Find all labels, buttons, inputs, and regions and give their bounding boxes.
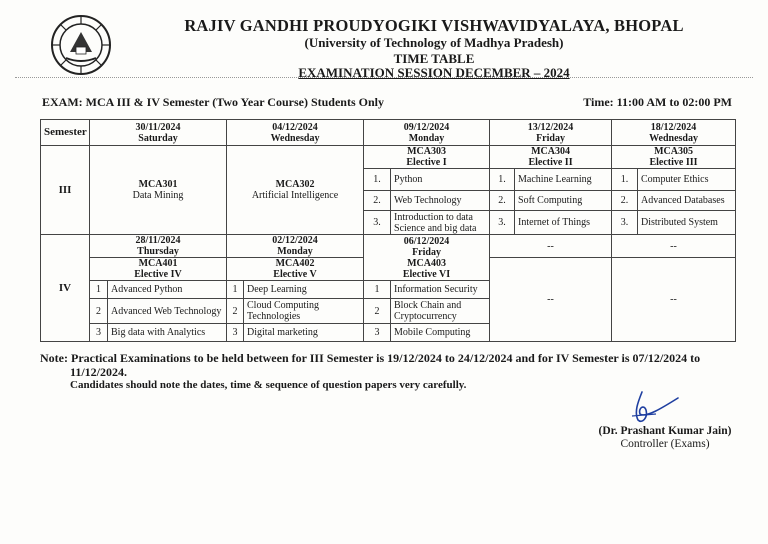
option-number: 1 (90, 281, 108, 299)
header-divider (15, 77, 753, 78)
exam-time: Time: 11:00 AM to 02:00 PM (583, 95, 732, 109)
university-subtitle: (University of Technology of Madhya Pradesh) (304, 35, 564, 50)
option-subject: Advanced Databases (638, 191, 736, 211)
option-number: 1. (490, 169, 515, 191)
option-subject: Digital marketing (244, 324, 364, 342)
handwritten-signature (612, 388, 692, 428)
option-subject: Block Chain and Cryptocurrency (391, 299, 490, 324)
mca401-date-cell: 28/11/2024 Thursday (90, 235, 227, 258)
option-subject: Cloud Computing Technologies (244, 299, 364, 324)
semester-header: Semester (41, 120, 90, 146)
exam-label: EXAM: MCA III & IV Semester (Two Year Course) Students Only (42, 95, 384, 109)
mca301-subject-cell: MCA301 Data Mining (90, 146, 227, 235)
option-subject: Mobile Computing (391, 324, 490, 342)
mca402-elective-cell: MCA402 Elective V (227, 258, 364, 281)
university-name: RAJIV GANDHI PROUDYOGIKI VISHWAVIDYALAYA, BHOPAL (184, 16, 684, 35)
option-subject: Information Security (391, 281, 490, 299)
semester-iv-label: IV (41, 235, 90, 342)
mca302-subject-cell: MCA302 Artificial Intelligence (227, 146, 364, 235)
option-number: 2. (612, 191, 638, 211)
option-subject: Deep Learning (244, 281, 364, 299)
mca304-date-cell: 13/12/2024 Friday (490, 120, 612, 146)
option-number: 2. (364, 191, 391, 211)
mca305-elective-cell: MCA305 Elective III (612, 146, 736, 169)
practical-exam-note (40, 351, 735, 379)
option-subject: Big data with Analytics (108, 324, 227, 342)
option-subject: Internet of Things (515, 211, 612, 235)
empty-mark: -- (490, 258, 612, 342)
caution-text: Candidates should note the dates, time & sequence of question papers very carefully. (70, 379, 467, 391)
mca402-date-cell: 02/12/2024 Monday (227, 235, 364, 258)
option-number: 2 (364, 299, 391, 324)
mca303-elective-cell: MCA303 Elective I (364, 146, 490, 169)
option-subject: Soft Computing (515, 191, 612, 211)
signatory-block (590, 425, 740, 451)
document-title: TIME TABLE (393, 51, 475, 66)
option-subject: Computer Ethics (638, 169, 736, 191)
empty-mark: -- (612, 258, 736, 342)
option-number: 3 (90, 324, 108, 342)
signatory-name: (Dr. Prashant Kumar Jain) (598, 425, 732, 437)
empty-mark: -- (612, 235, 736, 258)
timetable (40, 119, 736, 342)
note-line-1: Note: Practical Examinations to be held between for III Semester is 19/12/2024 to 24/12/2024 and for IV Semester is 07/12/2024 to (40, 351, 701, 365)
option-number: 2 (90, 299, 108, 324)
option-number: 1 (227, 281, 244, 299)
mca302-date-cell: 04/12/2024 Wednesday (227, 120, 364, 146)
option-subject: Introduction to data Science and big data (391, 211, 490, 235)
option-number: 3. (364, 211, 391, 235)
option-number: 3. (490, 211, 515, 235)
option-subject: Python (391, 169, 490, 191)
option-subject: Web Technology (391, 191, 490, 211)
option-number: 1. (364, 169, 391, 191)
option-number: 3 (364, 324, 391, 342)
option-number: 2 (227, 299, 244, 324)
mca304-elective-cell: MCA304 Elective II (490, 146, 612, 169)
option-number: 3. (612, 211, 638, 235)
mca305-date-cell: 18/12/2024 Wednesday (612, 120, 736, 146)
mca303-date-cell: 09/12/2024 Monday (364, 120, 490, 146)
mca301-date-cell: 30/11/2024 Saturday (90, 120, 227, 146)
option-subject: Advanced Python (108, 281, 227, 299)
option-number: 3 (227, 324, 244, 342)
semester-iii-label: III (41, 146, 90, 235)
session-title: EXAMINATION SESSION DECEMBER – 2024 (298, 65, 570, 80)
option-number: 1 (364, 281, 391, 299)
option-number: 2. (490, 191, 515, 211)
mca401-elective-cell: MCA401 Elective IV (90, 258, 227, 281)
empty-mark: -- (490, 235, 612, 258)
signatory-designation: Controller (Exams) (620, 438, 710, 450)
option-subject: Machine Learning (515, 169, 612, 191)
option-subject: Distributed System (638, 211, 736, 235)
university-seal-logo (50, 14, 112, 76)
mca403-header-cell: 06/12/2024 Friday MCA403 Elective VI (364, 235, 490, 281)
option-number: 1. (612, 169, 638, 191)
option-subject: Advanced Web Technology (108, 299, 227, 324)
note-line-2: 11/12/2024. (70, 365, 128, 379)
